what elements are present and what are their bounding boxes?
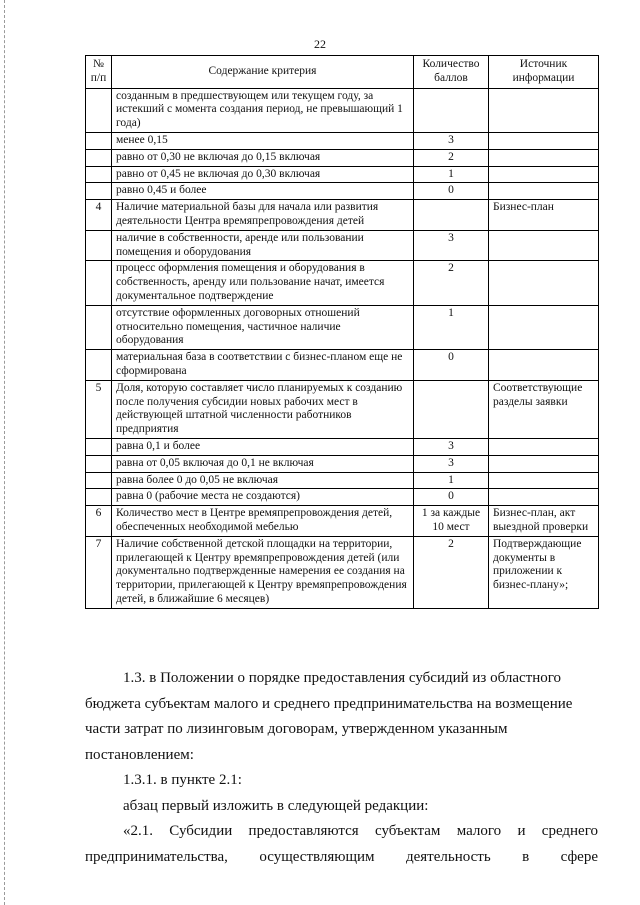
cell-points: 0 bbox=[414, 183, 489, 200]
cell-num bbox=[86, 88, 112, 132]
cell-source: Бизнес-план, акт выездной проверки bbox=[489, 506, 599, 537]
cell-points: 0 bbox=[414, 350, 489, 381]
cell-content: материальная база в соответствии с бизнес-планом еще не сформирована bbox=[112, 350, 414, 381]
table-row bbox=[86, 536, 599, 608]
cell-num bbox=[86, 132, 112, 149]
cell-source bbox=[489, 230, 599, 261]
cell-points: 3 bbox=[414, 230, 489, 261]
table-row bbox=[86, 489, 599, 506]
table-row bbox=[86, 200, 599, 231]
page-edge-line bbox=[4, 0, 5, 905]
table-row bbox=[86, 88, 599, 132]
cell-content: Наличие материальной базы для начала или развития деятельности Центра времяпрепровождения детей bbox=[112, 200, 414, 231]
cell-points: 2 bbox=[414, 261, 489, 305]
table-row bbox=[86, 149, 599, 166]
table-row bbox=[86, 166, 599, 183]
cell-source bbox=[489, 88, 599, 132]
cell-source: Соответствующие разделы заявки bbox=[489, 380, 599, 438]
cell-content: созданным в предшествующем или текущем году, за истекший с момента создания период, не превышающий 1 года) bbox=[112, 88, 414, 132]
body-text bbox=[85, 666, 598, 870]
cell-num bbox=[86, 455, 112, 472]
paragraph-1-3: 1.3. в Положении о порядке предоставления субсидий из областного бюджета субъектам малого и среднего предпринимательства на возмещение части затрат по лизинговым договорам, утвержденном указанным постановлением: bbox=[85, 670, 573, 763]
cell-source bbox=[489, 149, 599, 166]
table-row bbox=[86, 132, 599, 149]
cell-points: 3 bbox=[414, 132, 489, 149]
cell-content: отсутствие оформленных договорных отношений относительно помещения, частичное наличие оборудования bbox=[112, 305, 414, 349]
cell-points: 3 bbox=[414, 455, 489, 472]
cell-content: равно от 0,45 не включая до 0,30 включая bbox=[112, 166, 414, 183]
table-row bbox=[86, 472, 599, 489]
cell-source bbox=[489, 132, 599, 149]
cell-source bbox=[489, 472, 599, 489]
cell-points: 2 bbox=[414, 536, 489, 608]
table-row bbox=[86, 261, 599, 305]
cell-content: менее 0,15 bbox=[112, 132, 414, 149]
header-num: № п/п bbox=[86, 56, 112, 89]
cell-points: 1 bbox=[414, 305, 489, 349]
table-row bbox=[86, 305, 599, 349]
table-row bbox=[86, 183, 599, 200]
criteria-table bbox=[85, 55, 599, 609]
header-content: Содержание критерия bbox=[112, 56, 414, 89]
cell-content: Наличие собственной детской площадки на территории, прилегающей к Центру времяпрепровождения детей (или документально подтвержденные намерения ее создания на территории, прилегающей к Центру времяпрепровождения детей, в ближайшие 6 месяцев) bbox=[112, 536, 414, 608]
cell-content: процесс оформления помещения и оборудования в собственность, аренду или пользование начат, имеется документальное подтверждение bbox=[112, 261, 414, 305]
cell-content: Количество мест в Центре времяпрепровождения детей, обеспеченных необходимой мебелью bbox=[112, 506, 414, 537]
cell-points: 0 bbox=[414, 489, 489, 506]
cell-source bbox=[489, 438, 599, 455]
table-row bbox=[86, 230, 599, 261]
cell-content: Доля, которую составляет число планируемых к созданию после получения субсидии новых рабочих мест в действующей штатной численности работников предприятия bbox=[112, 380, 414, 438]
cell-source bbox=[489, 350, 599, 381]
cell-num bbox=[86, 230, 112, 261]
cell-source: Бизнес-план bbox=[489, 200, 599, 231]
cell-content: равна 0,1 и более bbox=[112, 438, 414, 455]
cell-points: 1 bbox=[414, 166, 489, 183]
table-row bbox=[86, 350, 599, 381]
paragraph-1-3-1: 1.3.1. в пункте 2.1: bbox=[123, 772, 242, 788]
cell-source bbox=[489, 166, 599, 183]
cell-num bbox=[86, 149, 112, 166]
cell-num bbox=[86, 183, 112, 200]
cell-points: 3 bbox=[414, 438, 489, 455]
header-source: Источник информации bbox=[489, 56, 599, 89]
paragraph-2-1: «2.1. Субсидии предоставляются субъектам малого и среднего предпринимательства, осуществляющим деятельность в сфере bbox=[85, 823, 598, 865]
cell-source: Подтверждающие документы в приложении к бизнес-плану»; bbox=[489, 536, 599, 608]
cell-num bbox=[86, 261, 112, 305]
cell-num: 5 bbox=[86, 380, 112, 438]
cell-points bbox=[414, 88, 489, 132]
table-header-row bbox=[86, 56, 599, 89]
cell-source bbox=[489, 455, 599, 472]
cell-content: равно от 0,30 не включая до 0,15 включая bbox=[112, 149, 414, 166]
cell-num: 6 bbox=[86, 506, 112, 537]
cell-content: наличие в собственности, аренде или пользовании помещения и оборудования bbox=[112, 230, 414, 261]
cell-points: 2 bbox=[414, 149, 489, 166]
cell-num: 7 bbox=[86, 536, 112, 608]
table-row bbox=[86, 380, 599, 438]
cell-num bbox=[86, 350, 112, 381]
cell-num bbox=[86, 305, 112, 349]
cell-content: равна более 0 до 0,05 не включая bbox=[112, 472, 414, 489]
header-points: Количество баллов bbox=[414, 56, 489, 89]
cell-points bbox=[414, 200, 489, 231]
table-row bbox=[86, 455, 599, 472]
paragraph-abzac: абзац первый изложить в следующей редакции: bbox=[123, 797, 429, 814]
cell-source bbox=[489, 305, 599, 349]
cell-points: 1 bbox=[414, 472, 489, 489]
cell-content: равно 0,45 и более bbox=[112, 183, 414, 200]
cell-points bbox=[414, 380, 489, 438]
cell-num bbox=[86, 166, 112, 183]
cell-num bbox=[86, 489, 112, 506]
cell-num bbox=[86, 472, 112, 489]
table-row bbox=[86, 438, 599, 455]
cell-content: равна от 0,05 включая до 0,1 не включая bbox=[112, 455, 414, 472]
cell-source bbox=[489, 261, 599, 305]
cell-source bbox=[489, 183, 599, 200]
cell-source bbox=[489, 489, 599, 506]
cell-num bbox=[86, 438, 112, 455]
table-row bbox=[86, 506, 599, 537]
cell-num: 4 bbox=[86, 200, 112, 231]
cell-points: 1 за каждые 10 мест bbox=[414, 506, 489, 537]
cell-content: равна 0 (рабочие места не создаются) bbox=[112, 489, 414, 506]
page-number: 22 bbox=[314, 37, 326, 51]
